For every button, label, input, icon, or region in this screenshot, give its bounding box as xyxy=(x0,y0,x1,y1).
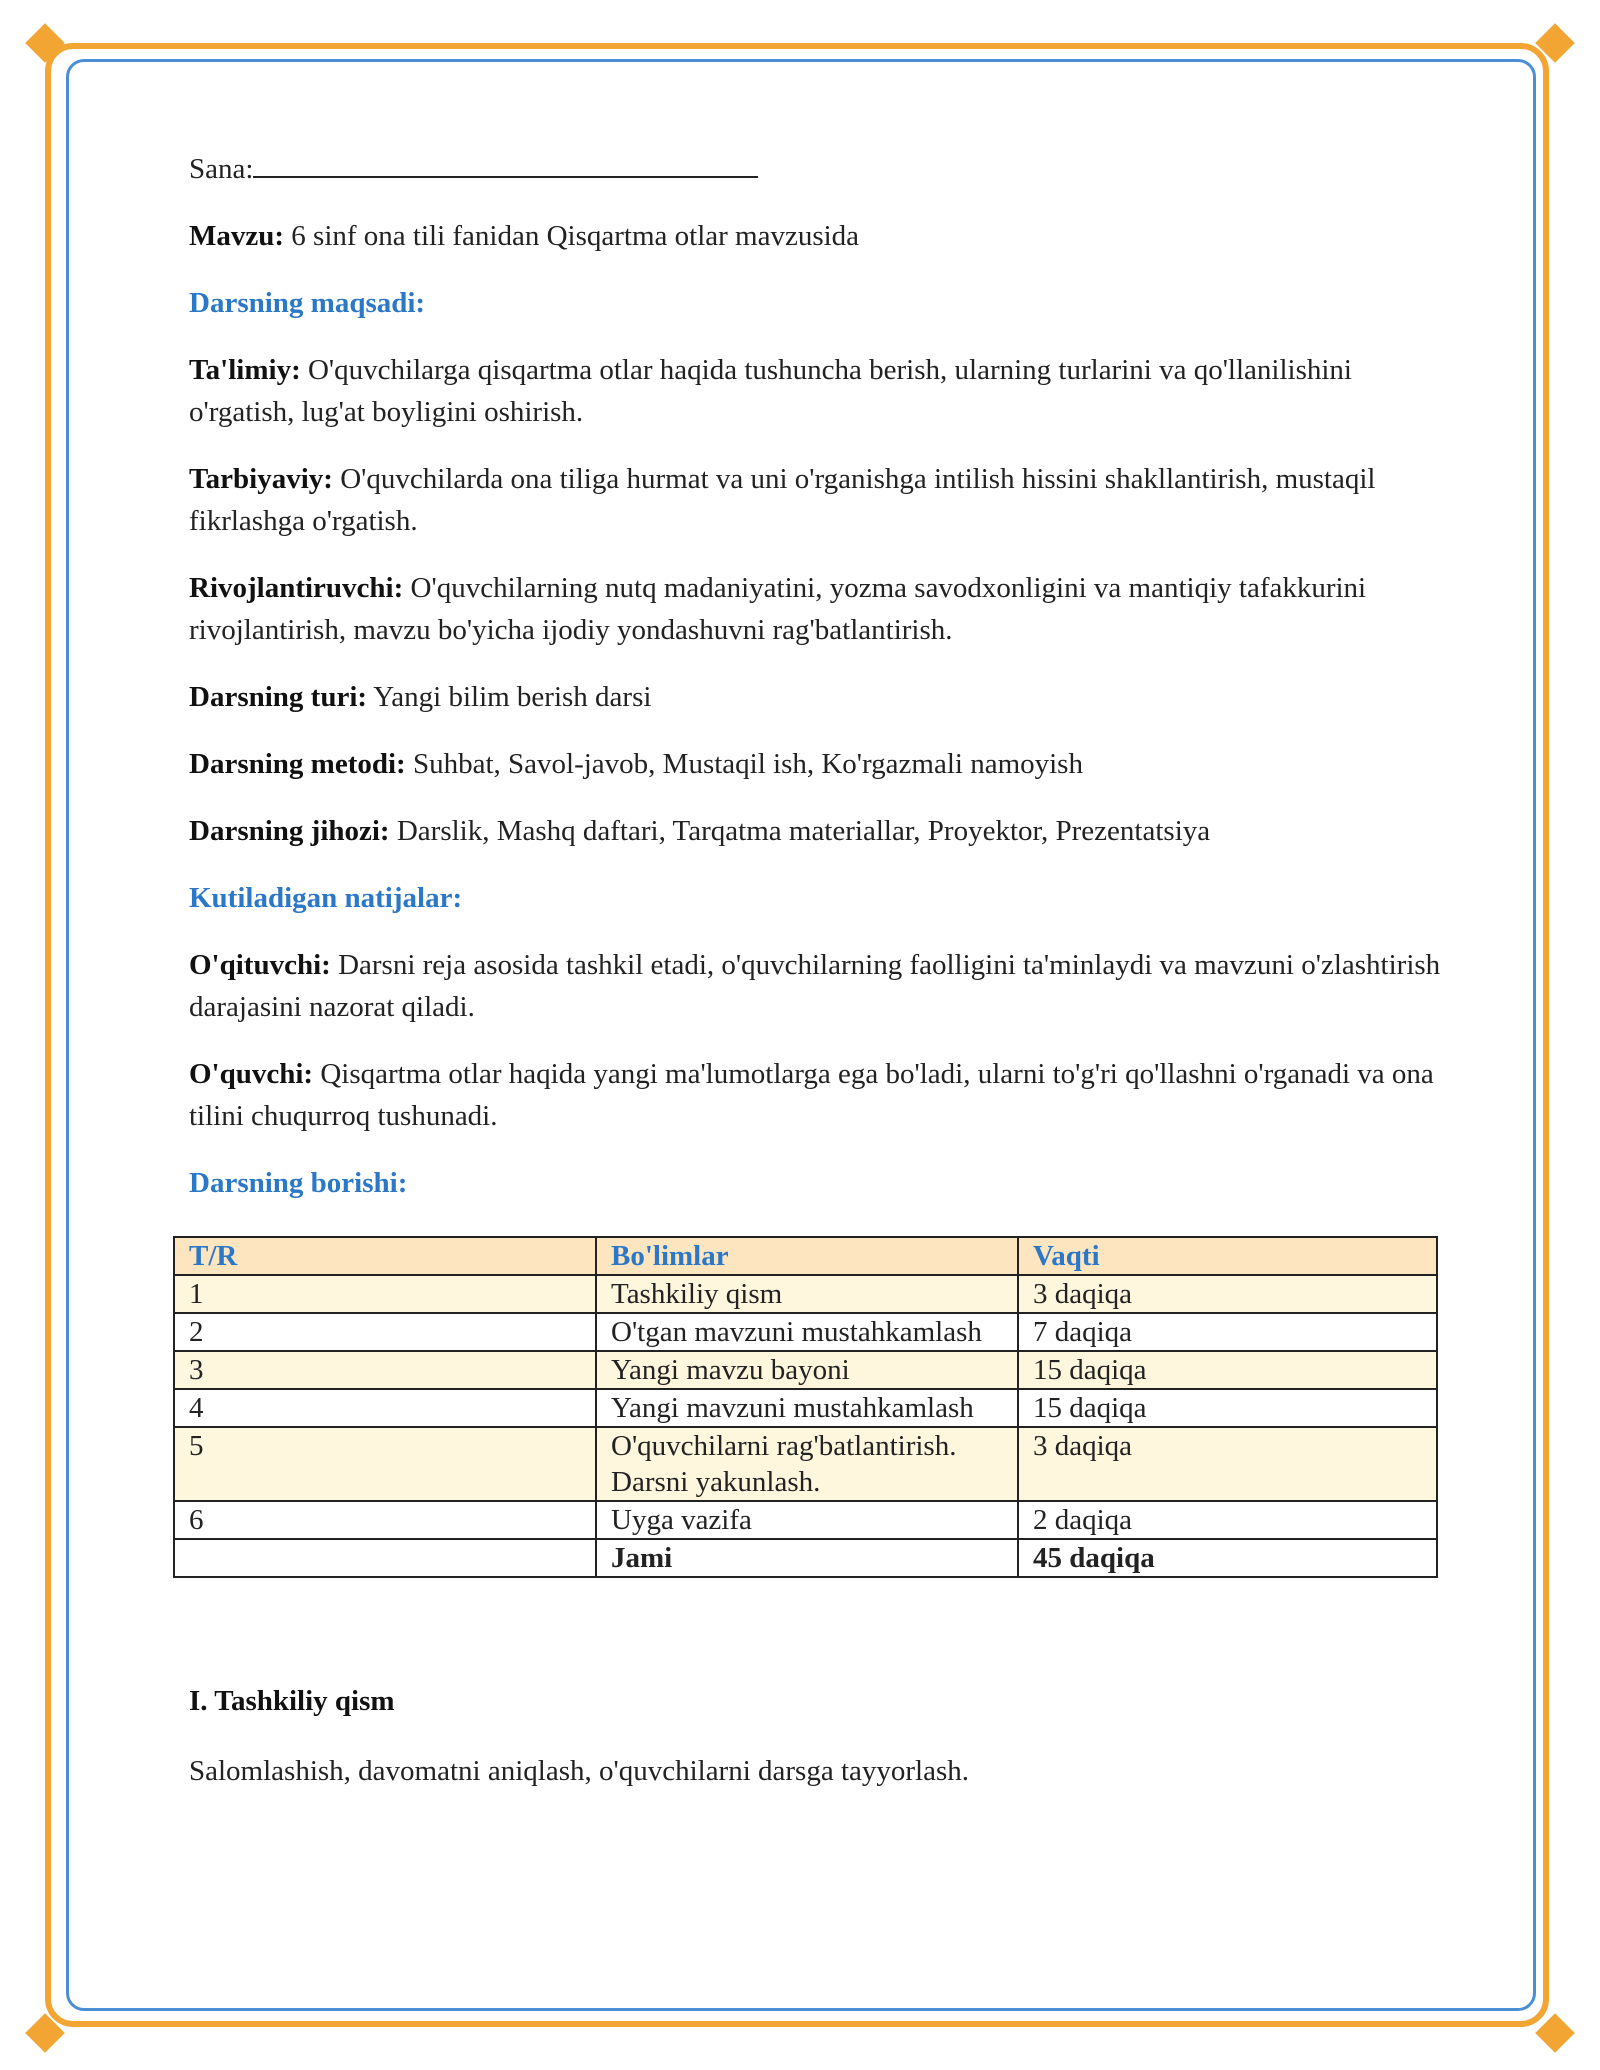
cell-time: 2 daqiqa xyxy=(1018,1501,1437,1539)
mavzu-field xyxy=(189,215,1449,257)
table-row xyxy=(174,1313,1437,1351)
sana-blank-line xyxy=(253,150,758,178)
rivojlantiruvchi-text: O'quvchilarning nutq madaniyatini, yozma savodxonligini va mantiqiy tafakkurini rivojlantirish, mavzu bo'yicha ijodiy yondashuvni rag'batlantirish. xyxy=(189,572,1367,646)
cell-time: 3 daqiqa xyxy=(1018,1427,1437,1501)
cell-section: Tashkiliy qism xyxy=(596,1275,1018,1313)
talimiy-text: O'quvchilarga qisqartma otlar haqida tushuncha berish, ularning turlarini va qo'llanilishini o'rgatish, lug'at boyligini oshirish. xyxy=(189,354,1352,428)
cell-section: O'quvchilarni rag'batlantirish. Darsni yakunlash. xyxy=(596,1427,1018,1501)
corner-diamond-bottom-right xyxy=(1535,2013,1575,2053)
section-heading: I. Tashkiliy qism xyxy=(189,1685,395,1717)
darsning-metodi xyxy=(189,743,1449,785)
oquvchi-paragraph xyxy=(189,1053,1449,1137)
talimiy-label: Ta'limiy: xyxy=(189,354,301,386)
oqituvchi-label: O'qituvchi: xyxy=(189,949,331,981)
table-row xyxy=(174,1501,1437,1539)
sana-field xyxy=(189,148,1449,190)
oquvchi-text: Qisqartma otlar haqida yangi ma'lumotlarga ega bo'ladi, ularni to'g'ri qo'llashni o'rganadi va ona tilini chuqurroq tushunadi. xyxy=(189,1058,1434,1132)
cell-section: Yangi mavzu bayoni xyxy=(596,1351,1018,1389)
darsning-turi xyxy=(189,676,1449,718)
cell-time: 15 daqiqa xyxy=(1018,1351,1437,1389)
cell-section: Yangi mavzuni mustahkamlash xyxy=(596,1389,1018,1427)
table-row xyxy=(174,1389,1437,1427)
cell-total-time: 45 daqiqa xyxy=(1018,1539,1437,1577)
document-body xyxy=(189,148,1449,1229)
cell-number: 4 xyxy=(174,1389,596,1427)
borishi-heading: Darsning borishi: xyxy=(189,1167,408,1199)
jihozi-label: Darsning jihozi: xyxy=(189,815,390,847)
table-header-row xyxy=(174,1237,1437,1275)
turi-label: Darsning turi: xyxy=(189,681,368,713)
cell-section: O'tgan mavzuni mustahkamlash xyxy=(596,1313,1018,1351)
header-bolimlar: Bo'limlar xyxy=(596,1237,1018,1275)
cell-time: 3 daqiqa xyxy=(1018,1275,1437,1313)
oquvchi-label: O'quvchi: xyxy=(189,1058,314,1090)
mavzu-label: Mavzu: xyxy=(189,220,285,252)
tarbiyaviy-label: Tarbiyaviy: xyxy=(189,463,333,495)
darsning-jihozi xyxy=(189,810,1449,852)
table-total-row xyxy=(174,1539,1437,1577)
cell-number: 1 xyxy=(174,1275,596,1313)
rivojlantiruvchi-paragraph xyxy=(189,567,1449,651)
section-text: Salomlashish, davomatni aniqlash, o'quvchilarni darsga tayyorlash. xyxy=(189,1755,970,1787)
header-tr: T/R xyxy=(174,1237,596,1275)
metodi-text: Suhbat, Savol-javob, Mustaqil ish, Ko'rgazmali namoyish xyxy=(412,748,1083,780)
cell-number xyxy=(174,1539,596,1577)
oqituvchi-paragraph xyxy=(189,944,1449,1028)
cell-number: 6 xyxy=(174,1501,596,1539)
natijalar-heading: Kutiladigan natijalar: xyxy=(189,882,463,914)
lesson-plan-table xyxy=(173,1236,1438,1578)
table-row xyxy=(174,1427,1437,1501)
table-row xyxy=(174,1351,1437,1389)
rivojlantiruvchi-label: Rivojlantiruvchi: xyxy=(189,572,404,604)
maqsad-heading: Darsning maqsadi: xyxy=(189,287,426,319)
header-vaqti: Vaqti xyxy=(1018,1237,1437,1275)
section-tashkiliy xyxy=(189,1680,1449,1817)
sana-label: Sana: xyxy=(189,153,254,185)
cell-number: 3 xyxy=(174,1351,596,1389)
jihozi-text: Darslik, Mashq daftari, Tarqatma materiallar, Proyektor, Prezentatsiya xyxy=(396,815,1211,847)
cell-time: 15 daqiqa xyxy=(1018,1389,1437,1427)
cell-number: 2 xyxy=(174,1313,596,1351)
metodi-label: Darsning metodi: xyxy=(189,748,406,780)
talimiy-paragraph xyxy=(189,349,1449,433)
tarbiyaviy-text: O'quvchilarda ona tiliga hurmat va uni o'rganishga intilish hissini shakllantirish, mustaqil fikrlashga o'rgatish. xyxy=(189,463,1376,537)
tarbiyaviy-paragraph xyxy=(189,458,1449,542)
cell-total-label: Jami xyxy=(596,1539,1018,1577)
turi-text: Yangi bilim berish darsi xyxy=(373,681,652,713)
cell-time: 7 daqiqa xyxy=(1018,1313,1437,1351)
oqituvchi-text: Darsni reja asosida tashkil etadi, o'quvchilarning faolligini ta'minlaydi va mavzuni o'zlashtirish darajasini nazorat qiladi. xyxy=(189,949,1441,1023)
cell-section: Uyga vazifa xyxy=(596,1501,1018,1539)
table-row xyxy=(174,1275,1437,1313)
cell-number: 5 xyxy=(174,1427,596,1501)
mavzu-text: 6 sinf ona tili fanidan Qisqartma otlar mavzusida xyxy=(291,220,860,252)
